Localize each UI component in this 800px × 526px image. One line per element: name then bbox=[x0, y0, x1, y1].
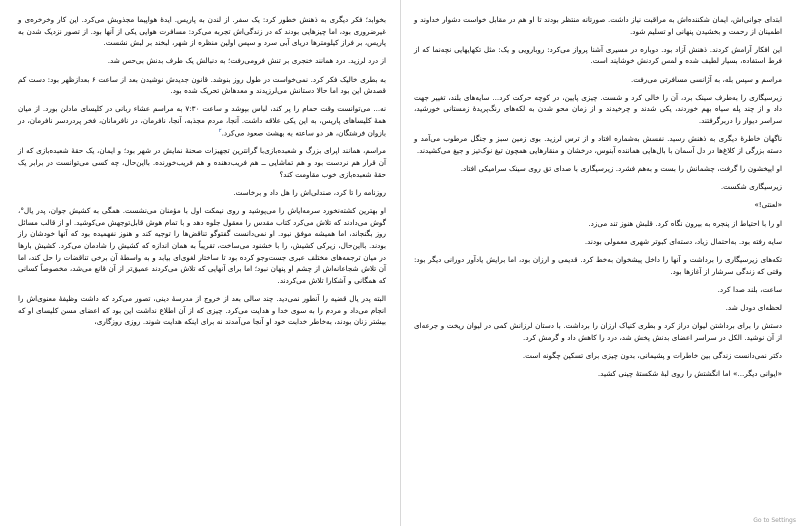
paragraph: او ایپخشون را گرفت، چشمانش را بست و به‌هم فشرد. زیرسیگاری با صدای تق روی سینک سرامیکی افتاد. bbox=[460, 164, 782, 174]
paragraph: دکتر نمی‌دانست زندگی بین خاطرات و پشیمانی، بدون چیزی برای تسکین چگونه است. bbox=[522, 350, 782, 360]
paragraph: «لعنتی!» bbox=[754, 200, 782, 210]
paragraph: او را با احتیاط از پنجره به بیرون نگاه کرد. قلبش هنوز تند می‌زد. bbox=[588, 218, 782, 228]
paragraph: زیرسیگاری شکست. bbox=[720, 182, 782, 192]
paragraph: البته پدر یال قضیه را آنطور نمی‌دید. چند سالی بعد از خروج از مدرسهٔ دینی، تصور می‌کرد که داشت وظیفهٔ معنوی‌اش را انجام می‌داد و مردم را به سوی خدا و هدایت می‌کرد. چیزی که از آن اطلاع نداشت این بود که اعضای مسن کلیسای او که بیشتر زنان بودند، به‌خاطر خدابت خود او آنجا می‌آمدند نه برای اینکه هدایت شوند. روزی روزگاری، bbox=[18, 294, 386, 327]
paragraph: این افکار آرامش کردند. ذهنش آزاد بود. دوباره در مسیری آشنا پرواز می‌کرد: روبارویی و یک: مثل تکهایهایی نچه‌نما که از فرط استفاده، بسیار لطیف شده و لمس کردنش خوشایند است. bbox=[414, 44, 782, 66]
paragraph: زیرسیگاری را به‌طرف سینک برد، آن را خالی کرد و شست. چیزی پایین، در کوچه حرکت کرد... سایه‌های بلند، تغییر جهت داد و از چند پله سیاه بهم خوردند، یکی شدند و چرخیدند و از زمان محو شدن به لکه‌های رنگ‌پریدهٔ زمستانی خورشید، سراسر دیوار را دربرگرفتند. bbox=[414, 92, 782, 126]
paragraph: به بطری خالیک فکر کرد. نمی‌خواست در طول روز بنوشد. قانون جدیدش نوشیدن بعد از ساعت ۶ بعدازظهر بود: دست کم قصدش این بود اما حالا دستانش می‌لرزیدند و معدهاش تحریک شده بود. bbox=[18, 74, 387, 96]
paragraph: مراسم و سپس بله، به آژانسی مسافرتی می‌رفت. bbox=[630, 74, 782, 84]
paragraph: لحظه‌ای دودل شد. bbox=[725, 302, 782, 312]
paragraph: مراسم، همانند اپرای بزرگ و شعبده‌بازی‌با گرانترین تجهیزات صحنهٔ نمایش در شهر بود؛ و ایمان، یک حقهٔ شعبده‌بازی که از آن قرار هم نردست بود و هم تماشایی ــ هم فریب‌دهنده و هم فریب‌خورنده. بااین‌حال، چه کسی می‌توانست در برابر یک حقهٔ شعبده‌بازی خوب مقاومت کند؟ bbox=[18, 146, 386, 179]
paragraph: او بهترین کشته‌نخورد سرمه‌ایاش را می‌پوشید و روی نیمکت اول با مؤمنان می‌نشست. همگی به کشیش جوان، پدر یال°، گوش می‌دادند که تلاش می‌کرد کتاب مقدس را معقول جلوه دهد و با تمام هوش قابل‌توجهش می‌کوشید. او از قالب مسائل روز بگنجاند، اما همیشه موفق نبود. او نمی‌دانست گفتوگو تناقض‌ها را توجیه کند و هنوز نفهمیده بود که آنها خودشان راز بودند. بااین‌حال، زیرکی کشیش، را با خشنود می‌ساخت، تقریباً به همان اندازه که کشیش را شادمان می‌کرد. کشیش بارها در میان ترجمه‌های مختلف عبری جست‌وجو کرده بود تا ساختار لغوی‌ای بیابد و به واسطهٔ آن برخی تناقضات را حل کند، اما آن تلاش شجاعانه‌اش از چشم او پنهان نبود؛ اما برای آنهایی که تلاش می‌کردند عمیق‌تر از آن قانع می‌شد، مخصوصاً کسانی که همگانی و آشکارا تلاش می‌کردند. bbox=[18, 205, 386, 285]
paragraph: روزنامه را تا کرد، صندلی‌اش را هل داد و برخاست. bbox=[233, 187, 386, 197]
paragraph: از درد لرزید. درد همانند خنجری بر تنش فرومی‌رفت؛ به دنبالش یک طرف بدنش بی‌حس شد. bbox=[107, 56, 386, 66]
paragraph: تکه‌های زیرسیگاری را برداشت و آنها را داخل پیشخوان به‌خط کرد. قدیمی و ارزان بود، اما برایش یادآور دورانی دیگر بود: وقتی که زندگی سرشار از آغازها بود. bbox=[414, 254, 782, 276]
paragraph: بخوابد؛ فکر دیگری به ذهنش خطور کرد: یک سفر. از لندن به پاریس. ایدهٔ هواپیما مجذوبش می‌کرد. این کار وخرخره‌ی و غیرضروری بود، اما چیزهایی بودند که در زندگی‌اش تجربه می‌کرد: مسافرت هوایی یکی از آنها بود. از تصور نزدیک شدن به پاریس، بر فراز کیلومترها دریای آبی سرد و سپس اولین منظره از شهر، لبخند بر لبش نشست. bbox=[18, 15, 386, 48]
paragraph bbox=[18, 103, 386, 138]
paragraph: دستش را برای برداشتن لیوان دراز کرد و بطری کنیاک ارزان را برداشت. با دستان لرزانش کمی در لیوان ریخت و جرعه‌ای از آن نوشید. الکل در سراسر اعضای بدنش پخش شد، درد را کاهش داد و گرمش کرد. bbox=[414, 320, 782, 342]
paragraph: «ایوانی دیگر...» اما انگشتش را روی لبهٔ شکستهٔ چینی کشید. bbox=[597, 368, 782, 378]
paragraph-text: نه... می‌توانست وقت حمام را پر کند، لباس بپوشد و ساعت ۷:۳۰ به مراسم عشاء ربانی در کلیسای مادلن بورد. از میان همهٔ کلیساهای پاریس، به این یکی علاقه داشت. آنجا، مردم مجذبه، آنجا، نافرمان، در نافرمانان، فخر پردردسر نافرمان، در بازوان فرشتگان، هر دو ساعته به بهشت صعود می‌کرد. bbox=[18, 104, 386, 138]
status-bar: Go to Settings bbox=[753, 517, 796, 524]
footnote-ref[interactable]: ۲ bbox=[218, 127, 222, 134]
column-divider bbox=[400, 0, 401, 526]
paragraph: ناگهان خاطرهٔ دیگری به ذهنش رسید. نفسش به‌شماره افتاد و از ترس لرزید. بوی زمین سبز و جنگل مرطوب می‌آمد و دسته بزرگی از کلاغ‌ها در دل آسمان با بال‌هایی هماننده آبنوس، درخشان و منقارهایی همچون تیغ نوک‌تیز و جیغ می‌کشیدند. bbox=[414, 134, 782, 155]
paragraph: ساعت، بلند صدا کرد. bbox=[717, 284, 782, 294]
text-column-left bbox=[400, 0, 800, 526]
paragraph: سایه رفته بود. به‌احتمال زیاد، دسته‌ای کبوتر شهری معمولی بودند. bbox=[584, 236, 782, 246]
paragraph: ابتدای جوانی‌اش، ایمان شکننده‌اش به مراقبت نیاز داشت. صورتانه منتظر بودند تا او هم در مقابل خواست دشوار خداوند و اطمینان از رحمت و بخشیدن پنهانی او تسلیم شود. bbox=[414, 15, 782, 36]
